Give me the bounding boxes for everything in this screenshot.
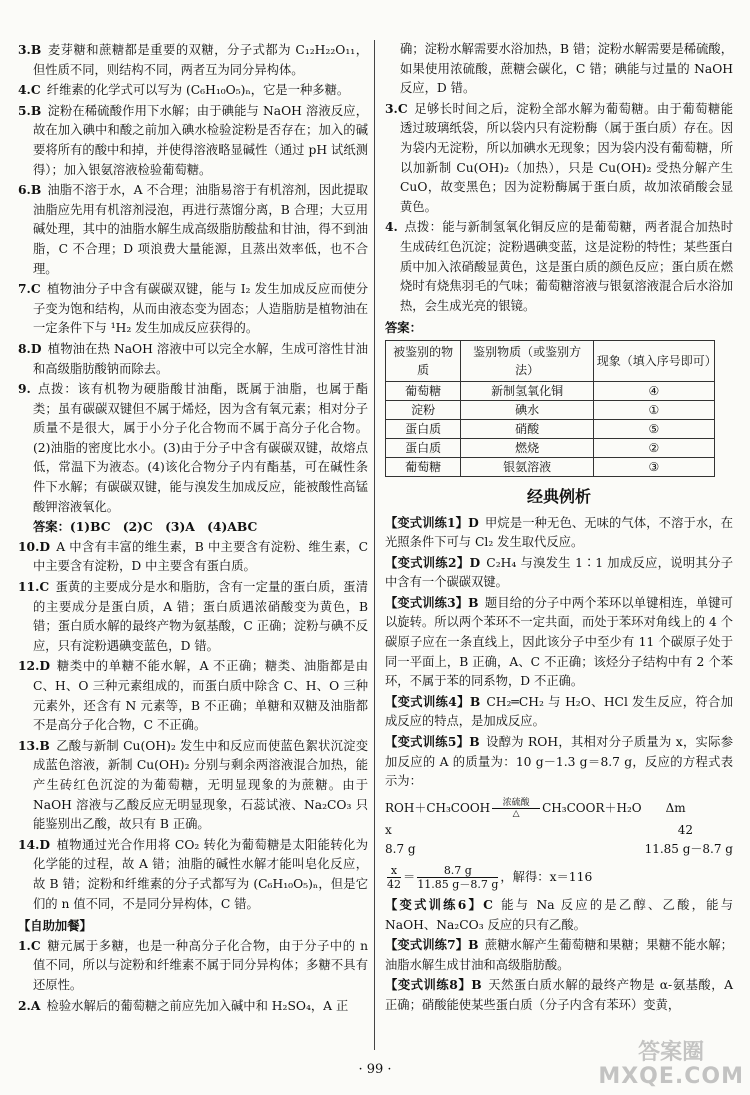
watermark-line-1: 答案圈 <box>638 1040 705 1065</box>
fraction-b: $\frac{8.7 g}{11.85 g-8.7 g}$ <box>417 864 499 891</box>
watermark-logo <box>598 1041 744 1089</box>
answer-item <box>18 339 368 379</box>
answer-number: 4.C <box>18 82 41 98</box>
training-item <box>385 692 733 732</box>
answer-number: 13.B <box>18 737 50 753</box>
training-item <box>385 513 733 553</box>
equation-mass: 8.7 g <box>385 842 416 857</box>
answer-text: A 中含有丰富的维生素，B 中主要含有淀粉、维生素，C 中主要含有淀粉，D 中主要含有蛋白质。 <box>33 539 368 574</box>
training-item <box>385 935 733 975</box>
equation-row-2 <box>385 840 733 860</box>
answer-text: 检验水解后的葡萄糖之前应先加入碱中和 H₂SO₄，A 正 <box>46 998 349 1013</box>
equation-42: 42 <box>677 822 693 837</box>
answer-item <box>385 217 733 316</box>
answer-item <box>18 80 368 101</box>
answer-text: 点拨：能与新制氢氧化铜反应的是葡萄糖，两者混合加热时生成砖红色沉淀；淀粉遇碘变蓝，这是淀粉的特性；某些蛋白质中加入浓硝酸显黄色，这是蛋白质的颜色反应；蛋白质在燃烧时有烧焦羽毛的气味；葡萄糖溶液与银氨溶液混合后水浴加热，会生成光亮的银镜。 <box>400 220 733 313</box>
answer-number: 1.C <box>18 937 41 953</box>
answer-item <box>385 99 733 218</box>
answer-item <box>18 835 368 914</box>
table-row <box>386 457 715 476</box>
table-cell: ⑤ <box>593 419 714 438</box>
table-cell: 蛋白质 <box>386 419 461 438</box>
answer-number: 3.B <box>18 42 42 57</box>
training-label: 【变式训练1】 <box>385 514 469 530</box>
right-top-block <box>385 40 733 338</box>
answer-item <box>18 996 368 1017</box>
table-cell: 新制氢氧化铜 <box>461 381 593 400</box>
table-cell: 葡萄糖 <box>386 457 461 476</box>
training-answer: B <box>468 937 479 953</box>
answer-text: 糖类中的单糖不能水解，A 不正确；糖类、油脂都是由 C、H、O 三种元素组成的，而蛋白质中除含 C、H、O 三种元素外，还含有 N 元素等，B 不正确；单糖和双糖及油脂都不是高分子化合物，C 不正确。 <box>33 659 368 733</box>
section-heading: 【自助加餐】 <box>18 918 92 934</box>
equation-solution: $\frac{x}{42}$ ＝ $\frac{8.7 g}{11.85 g-8.7 g}$ ，解得：x＝116 <box>387 864 593 891</box>
answer-text: 纤维素的化学式可以写为 (C₆H₁₀O₅)ₙ，它是一种多糖。 <box>46 83 350 98</box>
reaction-heat: △ <box>512 808 520 819</box>
training-answer: D <box>469 554 481 570</box>
equation-row-1 <box>385 821 733 841</box>
table-cell: 燃烧 <box>461 438 593 457</box>
training-label: 【变式训练5】 <box>385 734 470 750</box>
training-label: 【变式训练2】 <box>385 554 470 570</box>
answer-item <box>18 180 368 279</box>
equation-delta: Δm <box>665 800 686 815</box>
right-column <box>385 40 733 1016</box>
answer-text: 乙酸与新制 Cu(OH)₂ 发生中和反应而使蓝色絮状沉淀变成蓝色溶液，新制 Cu(OH)₂ 分别与剩余两溶液混合加热，能产生砖红色沉淀的为葡萄糖，无明显现象的为蔗糖。由于 NaOH 溶液与乙酸反应无明显现象，石蕊试液、Na₂CO₃ 只能鉴别出乙酸，故只有 B 正确。 <box>33 738 368 832</box>
table-header-method: 鉴别物质（或鉴别方法） <box>461 340 593 381</box>
training-answer: D <box>468 514 479 530</box>
section-heading: 答案： <box>385 320 422 336</box>
training-list-2 <box>385 895 733 1016</box>
table-cell: ④ <box>593 381 714 400</box>
equation-products: CH₃COOR＋H₂O <box>542 800 642 815</box>
table-cell: ① <box>593 400 714 419</box>
answer-text: 糖元属于多糖，也是一种高分子化合物，由于分子中的 n 值不同，所以与淀粉和纤维素不属于同分异构体；多糖不具有还原性。 <box>33 938 368 992</box>
training-item <box>385 732 733 792</box>
answer-text: 植物油在热 NaOH 溶液中可以完全水解，生成可溶性甘油和高级脂肪酸钠而除去。 <box>33 341 368 376</box>
table-row <box>386 381 715 400</box>
answer-number: 6.B <box>18 182 42 198</box>
training-text: C₂H₄ 与溴发生 1∶1 加成反应，说明其分子中含有一个碳碳双键。 <box>385 555 733 590</box>
answer-item <box>18 656 368 735</box>
answer-item <box>18 736 368 835</box>
answer-table <box>385 340 715 477</box>
training-item <box>385 895 733 935</box>
answer-text: 植物油分子中含有碳碳双键，能与 I₂ 发生加成反应而使分子变为饱和结构，从而由液态变为固态；人造脂肪是植物油在一定条件下与 ¹H₂ 发生加成反应获得的。 <box>33 282 368 336</box>
answer-line: 答案：(1)BC (2)C (3)A (4)ABC <box>33 519 258 535</box>
table-cell: 葡萄糖 <box>386 381 461 400</box>
training-text: 能与 Na 反应的是乙醇、乙酸，能与 NaOH、Na₂CO₃ 反应的只有乙酸。 <box>385 898 733 932</box>
answer-number: 8.D <box>18 340 42 356</box>
answer-number: 4. <box>385 219 398 235</box>
table-header-substance: 被鉴别的物质 <box>386 340 461 381</box>
answer-number: 12.D <box>18 658 51 674</box>
section-title: 经典例析 <box>526 486 591 506</box>
training-answer: C <box>483 897 493 912</box>
answer-text: 麦芽糖和蔗糖都是重要的双糖，分子式都为 C₁₂H₂₂O₁₁，但性质不同，则结构不同，两者互为同分异构体。 <box>33 43 368 77</box>
training-label: 【变式训练7】 <box>385 937 469 953</box>
training-item <box>385 593 733 692</box>
answer-item <box>18 279 368 339</box>
training-text: 天然蛋白质水解的最终产物是 α-氨基酸，A 正确；硝酸能使某些蛋白质（分子内含有苯环）变黄， <box>385 978 734 1012</box>
training-label: 【变式训练4】 <box>385 693 470 709</box>
training-text: 甲烷是一种无色、无味的气体，不溶于水，在光照条件下可与 Cl₂ 发生取代反应。 <box>385 515 733 550</box>
reaction-condition: 浓硫酸 <box>502 797 530 808</box>
equation-mass-diff: 11.85 g－8.7 g <box>644 842 733 857</box>
table-cell: 硝酸 <box>461 419 593 438</box>
answer-number: 10.D <box>18 538 51 554</box>
training-list <box>385 513 733 792</box>
answer-item <box>18 101 368 180</box>
table-cell: 碘水 <box>461 400 593 419</box>
answer-item <box>18 537 368 577</box>
training-item <box>385 553 733 593</box>
answer-item <box>18 577 368 656</box>
answer-text: 植物通过光合作用将 CO₂ 转化为葡萄糖是太阳能转化为化学能的过程，故 A 错；油脂的碱性水解才能叫皂化反应，故 B 错；淀粉和纤维素的分子式都写为 (C₆H₁₀O₅)ₙ，但是它们的 n 值不同，不是同分异构体，C 错。 <box>33 837 368 911</box>
training-label: 【变式训练3】 <box>385 594 469 610</box>
answer-item <box>18 40 368 80</box>
table-row <box>386 400 715 419</box>
table-cell: 银氨溶液 <box>461 457 593 476</box>
table-cell: ② <box>593 438 714 457</box>
table-row <box>386 419 715 438</box>
watermark-line-2: MXQE.COM <box>598 1064 744 1089</box>
fraction-a: $\frac{x}{42}$ <box>387 864 401 891</box>
reaction-equation <box>385 798 733 891</box>
answer-number: 2.A <box>18 997 41 1013</box>
table-cell: 淀粉 <box>386 400 461 419</box>
answer-text: 蛋黄的主要成分是水和脂肪，含有一定量的蛋白质，蛋清的主要成分是蛋白质，A 错；蛋白质遇浓硝酸变为黄色，B 错；蛋白质水解的最终产物为氨基酸，C 正确；淀粉与碘不反应，只有淀粉遇碘变蓝色，D 错。 <box>33 580 368 653</box>
answer-number: 3.C <box>385 100 408 116</box>
table-header-phenomenon: 现象（填入序号即可） <box>593 340 714 381</box>
training-answer: B <box>471 977 482 993</box>
training-answer: B <box>468 594 479 610</box>
training-answer: B <box>469 734 480 750</box>
answer-number: 5.B <box>18 102 42 118</box>
training-text: 设醇为 ROH，其相对分子质量为 x，实际参加反应的 A 的质量为：10 g－1.3 g＝8.7 g，反应的方程式表示为： <box>385 735 733 789</box>
answer-number: 7.C <box>18 281 41 297</box>
answer-text: 油脂不溶于水，A 不合理；油脂易溶于有机溶剂，因此提取油脂应先用有机溶剂浸泡，再进行蒸馏分离，B 合理；大豆用碱处理，其中的油脂水解生成高级脂肪酸盐和甘油，得不到油脂，C 不合理；D 项浪费大量能源，且蒸出效率低，也不合理。 <box>33 183 368 276</box>
page-number: · 99 · <box>358 1062 392 1077</box>
left-column <box>18 40 368 1016</box>
training-text: 题目给的分子中两个苯环以单键相连，单键可以旋转。所以两个苯环不一定共面，而处于苯环对角线上的 4 个碳原子应在一条直线上，因此该分子中至少有 11 个碳原子处于同一平面上，B 正确，A、C 不正确；该烃分子结构中有 2 个苯环，不属于苯的同系物，D 不正确。 <box>385 595 733 689</box>
training-item <box>385 975 733 1015</box>
training-answer: B <box>469 693 481 709</box>
equation-reactants: ROH＋CH₃COOH <box>385 800 491 815</box>
equation-line <box>385 798 733 819</box>
table-cell: ③ <box>593 457 714 476</box>
column-divider <box>374 40 375 1050</box>
answer-number: 14.D <box>18 836 51 852</box>
continued-text: 确；淀粉水解需要水浴加热，B 错；淀粉水解需要是稀硫酸，如果使用浓硫酸，蔗糖会碳化，C 错；碘能与过量的 NaOH 反应，D 错。 <box>400 42 733 96</box>
answer-text: 淀粉在稀硫酸作用下水解；由于碘能与 NaOH 溶液反应，故在加入碘中和酸之前加入碘水检验淀粉是否存在；加入的碱要将所有的酸中和掉，并使得溶液略显碱性（通过 pH 试纸测得）；加入银氨溶液检验葡萄糖。 <box>33 103 368 177</box>
training-label: 【变式训练8】 <box>385 977 472 993</box>
training-label: 【变式训练6】 <box>385 897 484 912</box>
answer-number: 9. <box>18 381 31 397</box>
answer-item <box>18 379 368 517</box>
answer-item <box>18 936 368 996</box>
table-row <box>386 438 715 457</box>
answer-text: 足够长时间之后，淀粉全部水解为葡萄糖。由于葡萄糖能透过玻璃纸袋，所以袋内只有淀粉酶（属于蛋白质）存在。因为袋内无淀粉，所以加碘水无现象；因为袋内没有葡萄糖，所以加新制 Cu(OH)₂（加热），只是 Cu(OH)₂ 受热分解产生 CuO，故变黑色；因为淀粉酶属于蛋白质，故加浓硝酸会显黄色。 <box>400 101 733 214</box>
reaction-arrow <box>492 798 540 819</box>
solve-text: ，解得：x＝116 <box>500 870 593 884</box>
equation-x: x <box>385 822 392 837</box>
answer-text: 点拨：该有机物为硬脂酸甘油酯，既属于油脂，也属于酯类；虽有碳碳双键但不属于烯烃，因为含有氧元素；相对分子质量不是很大，属于小分子化合物而不属于高分子化合物。(2)油脂的密度比水小。(3)由于分子中含有碳碳双键，故熔点低，常温下为液态。(4)该化合物分子内有酯基，可在碱性条件下水解；有碳碳双键，能与溴发生加成反应，能被酸性高锰酸钾溶液氧化。 <box>33 382 368 514</box>
training-text: CH₂═CH₂ 与 H₂O、HCl 发生反应，符合加成反应的特点，是加成反应。 <box>385 694 733 729</box>
table-cell: 蛋白质 <box>386 438 461 457</box>
training-text: 蔗糖水解产生葡萄糖和果糖；果糖不能水解；油脂水解生成甘油和高级脂肪酸。 <box>385 938 733 972</box>
answer-number: 11.C <box>18 579 50 595</box>
